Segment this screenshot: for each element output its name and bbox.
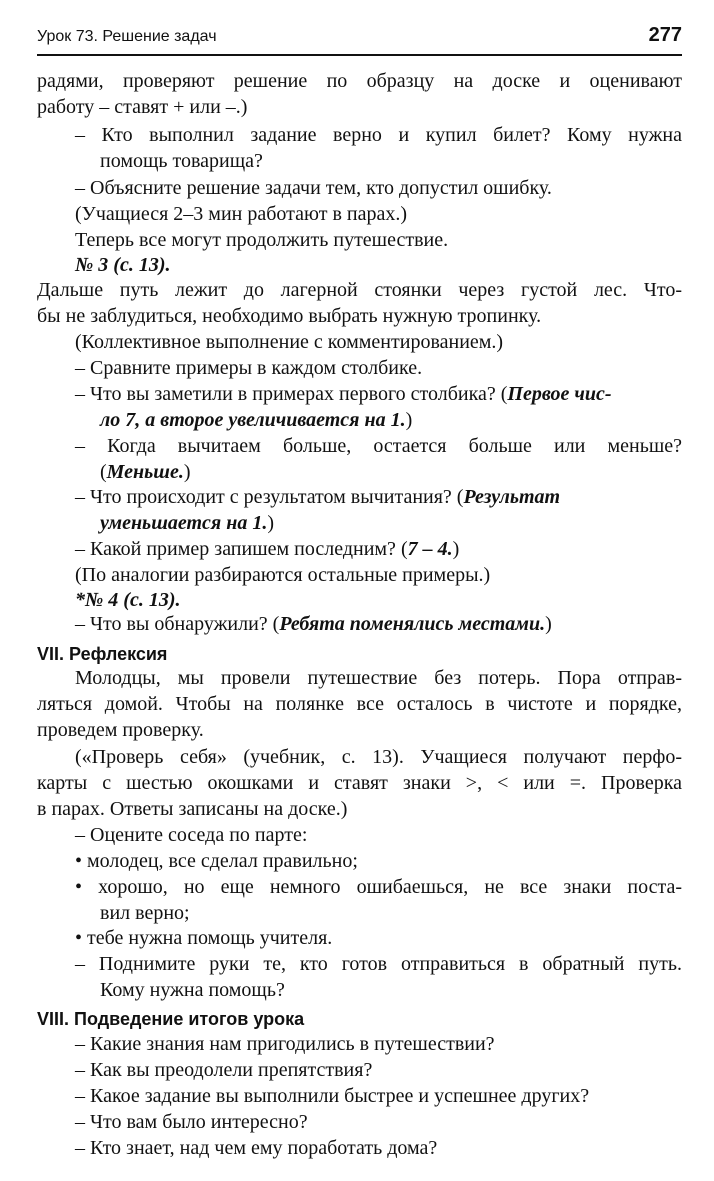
dialog-line: [75, 611, 682, 637]
text-line: Молодцы, мы провели путешествие без потерь. Пора отправ-: [75, 667, 682, 689]
dialog-text: – Какой пример запишем последним? (: [75, 538, 408, 560]
dialog-text: ): [183, 461, 191, 483]
dialog-line: – Что вам было интересно?: [75, 1111, 308, 1133]
text-line: вил верно;: [100, 902, 190, 924]
text-line: помощь товарища?: [100, 150, 263, 172]
text-line: Теперь все могут продолжить путешествие.: [75, 229, 449, 251]
dialog-line: – Кто выполнил задание верно и купил билет? Кому нужна: [75, 124, 682, 146]
dialog-text: (: [100, 461, 107, 483]
text-line: (Коллективное выполнение с комментированием.): [75, 331, 504, 353]
answer-text: Первое чис-: [507, 383, 612, 405]
answer-text: Ребята поменялись местами.: [279, 613, 546, 635]
dialog-text: ): [545, 613, 552, 635]
dialog-line: – Поднимите руки те, кто готов отправиться в обратный путь.: [75, 953, 682, 975]
running-header: [37, 16, 682, 56]
answer-text: 7 – 4.: [407, 538, 453, 560]
answer-text: уменьшается на 1.: [100, 512, 268, 534]
dialog-line: [100, 459, 682, 485]
dialog-text: ): [405, 409, 413, 431]
text-line: ляться домой. Чтобы на полянке все осталось в чистоте и порядке,: [37, 693, 682, 715]
dialog-text: – Что происходит с результатом вычитания? (: [75, 486, 464, 508]
answer-text: Меньше.: [106, 461, 184, 483]
list-item: • молодец, все сделал правильно;: [75, 850, 358, 872]
dialog-line: – Кто знает, над чем ему поработать дома?: [75, 1137, 438, 1159]
exercise-ref: *№ 4 (с. 13).: [75, 589, 181, 611]
section-heading: VII. Рефлексия: [37, 644, 168, 664]
dialog-line: – Когда вычитаем больше, остается больше или меньше?: [75, 435, 682, 457]
dialog-text: ): [267, 512, 274, 534]
dialog-text: – Что вы заметили в примерах первого столбика? (: [75, 383, 508, 405]
answer-text: Результат: [463, 486, 561, 508]
text-line: Дальше путь лежит до лагерной стоянки через густой лес. Что-: [37, 279, 682, 301]
dialog-line: [75, 381, 682, 407]
text-line: карты с шестью окошками и ставят знаки >, < или =. Проверка: [37, 772, 682, 794]
dialog-line: [75, 484, 682, 510]
dialog-line: [100, 407, 682, 433]
text-line: бы не заблудиться, необходимо выбрать нужную тропинку.: [37, 305, 542, 327]
text-line: в парах. Ответы записаны на доске.): [37, 798, 348, 820]
page-number: 277: [648, 24, 682, 46]
dialog-line: – Объясните решение задачи тем, кто допустил ошибку.: [75, 177, 552, 199]
text-line: (По аналогии разбираются остальные примеры.): [75, 564, 491, 586]
list-item: • тебе нужна помощь учителя.: [75, 927, 333, 949]
exercise-ref: № 3 (с. 13).: [75, 254, 171, 276]
dialog-line: – Сравните примеры в каждом столбике.: [75, 357, 423, 379]
header-title: Урок 73. Решение задач: [37, 28, 217, 45]
text-line: проведем проверку.: [37, 719, 204, 741]
text-line: радями, проверяют решение по образцу на доске и оценивают: [37, 70, 682, 92]
dialog-text: – Что вы обнаружили? (: [75, 613, 280, 635]
dialog-line: – Какое задание вы выполнили быстрее и успешнее других?: [75, 1085, 590, 1107]
section-heading: VIII. Подведение итогов урока: [37, 1009, 305, 1029]
text-line: Кому нужна помощь?: [100, 979, 285, 1001]
text-line: («Проверь себя» (учебник, с. 13). Учащиеся получают перфо-: [75, 746, 682, 768]
answer-text: ло 7, а второе увеличивается на 1.: [100, 409, 406, 431]
dialog-line: – Какие знания нам пригодились в путешествии?: [75, 1033, 495, 1055]
dialog-line: [100, 510, 682, 536]
dialog-line: – Как вы преодолели препятствия?: [75, 1059, 373, 1081]
text-line: работу – ставят + или –.): [37, 96, 248, 118]
dialog-text: ): [452, 538, 460, 560]
dialog-line: – Оцените соседа по парте:: [75, 824, 308, 846]
text-line: (Учащиеся 2–3 мин работают в парах.): [75, 203, 408, 225]
list-item: • хорошо, но еще немного ошибаешься, не все знаки поста-: [75, 876, 682, 898]
dialog-line: [75, 536, 682, 562]
